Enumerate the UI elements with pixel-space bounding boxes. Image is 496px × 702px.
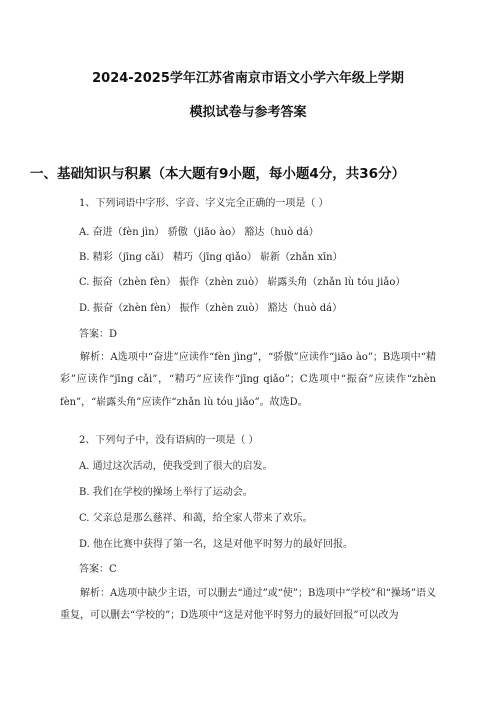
question-2-analysis: 解析：A选项中缺少主语，可以删去“通过”或“使”；B选项中“学校”和“操场”语义重复，可以删去“学校的”；D选项中“这是对他平时努力的最好回报”可以改为 — [60, 588, 436, 622]
question-2-option-b: B. 我们在学校的操场上举行了运动会。 — [79, 487, 253, 498]
question-1-option-c: C. 振奋（zhèn fèn） 振作（zhèn zuò） 崭露头角（zhǎn lù tóu jiǎo） — [79, 277, 406, 288]
question-1-option-b: B. 精彩（jīng cǎi） 精巧（jīng qiǎo） 崭新（zhǎn xīn） — [79, 252, 343, 263]
question-1-stem: 1、下列词语中字形、字音、字义完全正确的一项是（ ） — [79, 198, 329, 209]
exam-title-line1: 2024-2025学年江苏省南京市语文小学六年级上学期 — [92, 71, 404, 86]
question-2-answer: 答案：C — [79, 564, 117, 575]
question-2-option-a: A. 通过这次活动，使我受到了很大的启发。 — [79, 461, 273, 472]
question-2-option-d: D. 他在比赛中获得了第一名，这是对他平时努力的最好回报。 — [79, 539, 354, 550]
exam-title-line2: 模拟试卷与参考答案 — [189, 105, 307, 120]
question-1-analysis: 解析：A选项中“奋进”应读作“fèn jìng”，“骄傲”应读作“jiāo ào”；B选项中“精彩”应读作“jīng cǎi”，“精巧”应读作“jīng qiǎo”；C选项中“振奋”应读作“zhèn fèn”，“崭露头角”应读作“zhǎn lù tóu jiǎo”。故选D。 — [60, 352, 436, 408]
section-heading: 一、基础知识与积累（本大题有9小题，每小题4分，共36分） — [30, 166, 406, 182]
question-2-stem: 2、下列句子中，没有语病的一项是（ ） — [79, 435, 259, 446]
question-2-option-c: C. 父亲总是那么慈祥、和蔼，给全家人带来了欢乐。 — [79, 513, 313, 524]
question-1-option-d: D. 振奋（zhèn fèn） 振作（zhèn zuò） 豁达（huò dá） — [79, 303, 343, 314]
question-1-answer: 答案：D — [79, 329, 118, 340]
question-1-option-a: A. 奋进（fèn jìn） 骄傲（jiāo ào） 豁达（huò dá） — [79, 227, 319, 238]
